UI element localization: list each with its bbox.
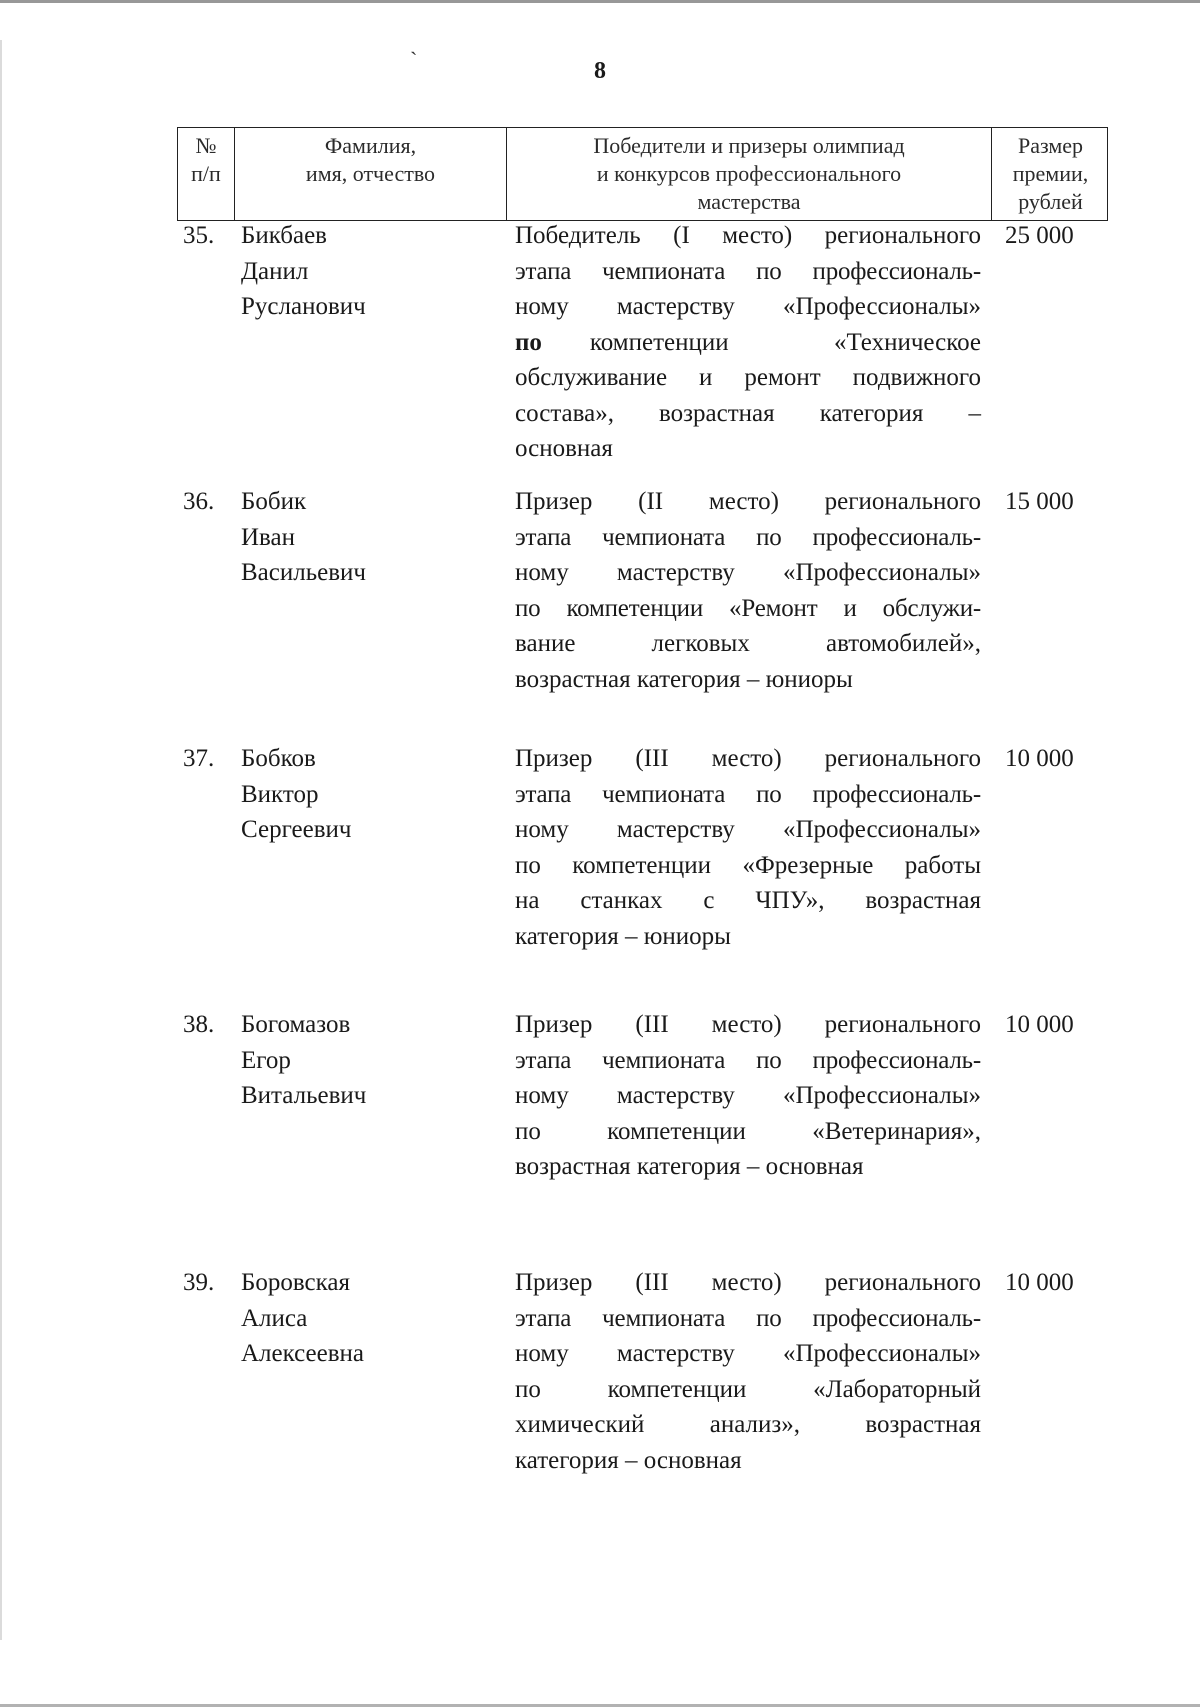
- row-full-name: [241, 741, 491, 848]
- scan-speck: ˏ: [410, 30, 418, 55]
- header-achievement-line: мастерства: [697, 189, 801, 214]
- row-achievement: [515, 1007, 981, 1185]
- achievement-line: Призер (III место) регионального: [515, 1011, 981, 1038]
- row-achievement: [515, 484, 981, 697]
- header-amount: [991, 128, 1109, 220]
- achievement-line: ному мастерству «Профессионалы»: [515, 293, 981, 320]
- scan-edge-left: [0, 40, 2, 1640]
- achievement-line: по компетенции «Ветеринария»,: [515, 1117, 981, 1145]
- achievement-line: Призер (II место) регионального: [515, 488, 981, 515]
- header-achievement-line: Победители и призеры олимпиад: [593, 133, 905, 158]
- header-number-line: п/п: [191, 161, 221, 186]
- patronymic: Сергеевич: [241, 816, 352, 843]
- achievement-line: состава», возрастная категория –: [515, 399, 981, 427]
- achievement-line: основная: [515, 435, 613, 462]
- table-header: [177, 127, 1108, 221]
- last-name: Бобков: [241, 745, 316, 772]
- row-number: 36.: [183, 488, 215, 515]
- awards-table: [177, 127, 1108, 1474]
- row-full-name: [241, 1007, 491, 1114]
- achievement-line: по компетенции «Ремонт и обслужи-: [515, 594, 981, 622]
- bold-prefix: по: [515, 328, 542, 356]
- header-number-line: №: [195, 133, 217, 158]
- achievement-line: ному мастерству «Профессионалы»: [515, 559, 981, 586]
- achievement-line: этапа чемпионата по профессиональ-: [515, 780, 981, 808]
- scan-edge-top: [0, 0, 1200, 3]
- row-amount: 25 000: [1005, 222, 1074, 249]
- achievement-line: на станках с ЧПУ», возрастная: [515, 887, 981, 914]
- last-name: Боровская: [241, 1269, 350, 1296]
- header-name-line: имя, отчество: [305, 161, 436, 186]
- achievement-line: химический анализ», возрастная: [515, 1411, 981, 1438]
- patronymic: Витальевич: [241, 1082, 367, 1109]
- first-name: Алиса: [241, 1304, 308, 1332]
- header-name: [234, 128, 506, 220]
- row-number: 35.: [183, 222, 215, 249]
- achievement-line: этапа чемпионата по профессиональ-: [515, 523, 981, 551]
- row-number: 39.: [183, 1269, 215, 1296]
- achievement-line: возрастная категория – основная: [515, 1153, 864, 1180]
- achievement-line: [515, 325, 981, 361]
- row-number: 38.: [183, 1011, 215, 1038]
- achievement-line: ному мастерству «Профессионалы»: [515, 1340, 981, 1367]
- row-full-name: [241, 1265, 491, 1372]
- header-achievement: [506, 128, 991, 220]
- header-name-line: Фамилия,: [324, 133, 417, 158]
- row-achievement: [515, 741, 981, 954]
- achievement-line: ному мастерству «Профессионалы»: [515, 1082, 981, 1109]
- first-name: Данил: [241, 257, 309, 285]
- achievement-line: категория – юниоры: [515, 922, 731, 950]
- page-number: 8: [594, 58, 606, 84]
- row-achievement: [515, 1265, 981, 1478]
- row-amount: 10 000: [1005, 1269, 1074, 1296]
- header-amount-line: Размер: [1017, 133, 1084, 158]
- row-number: 37.: [183, 745, 215, 772]
- last-name: Бикбаев: [241, 222, 327, 249]
- row-amount: 15 000: [1005, 488, 1074, 515]
- last-name: Богомазов: [241, 1011, 351, 1038]
- achievement-line: Призер (III место) регионального: [515, 745, 981, 772]
- row-full-name: [241, 484, 491, 591]
- first-name: Виктор: [241, 780, 319, 808]
- header-amount-line: рублей: [1018, 189, 1083, 214]
- header-number: [178, 128, 234, 220]
- row-amount: 10 000: [1005, 745, 1074, 772]
- achievement-line: обслуживание и ремонт подвижного: [515, 364, 981, 391]
- achievement-line: этапа чемпионата по профессиональ-: [515, 1304, 981, 1332]
- first-name: Егор: [241, 1046, 291, 1074]
- patronymic: Алексеевна: [241, 1340, 365, 1367]
- header-achievement-line: и конкурсов профессионального: [596, 161, 902, 186]
- header-amount-line: премии,: [1012, 161, 1089, 186]
- row-amount: 10 000: [1005, 1011, 1074, 1038]
- last-name: Бобик: [241, 488, 307, 515]
- patronymic: Русланович: [241, 293, 366, 320]
- achievement-line: Призер (III место) регионального: [515, 1269, 981, 1296]
- achievement-line: этапа чемпионата по профессиональ-: [515, 1046, 981, 1074]
- first-name: Иван: [241, 523, 296, 551]
- row-full-name: [241, 218, 491, 325]
- achievement-line: этапа чемпионата по профессиональ-: [515, 257, 981, 285]
- achievement-line: категория – основная: [515, 1446, 742, 1474]
- achievement-line: возрастная категория – юниоры: [515, 665, 853, 693]
- achievement-line: по компетенции «Лабораторный: [515, 1375, 981, 1403]
- achievement-line: ному мастерству «Профессионалы»: [515, 816, 981, 843]
- achievement-line: вание легковых автомобилей»,: [515, 630, 981, 657]
- achievement-line: Победитель (I место) регионального: [515, 222, 981, 249]
- row-achievement: [515, 218, 981, 467]
- achievement-line: по компетенции «Фрезерные работы: [515, 851, 981, 879]
- achievement-line-rest: компетенции «Техническое: [589, 328, 981, 356]
- patronymic: Васильевич: [241, 559, 366, 586]
